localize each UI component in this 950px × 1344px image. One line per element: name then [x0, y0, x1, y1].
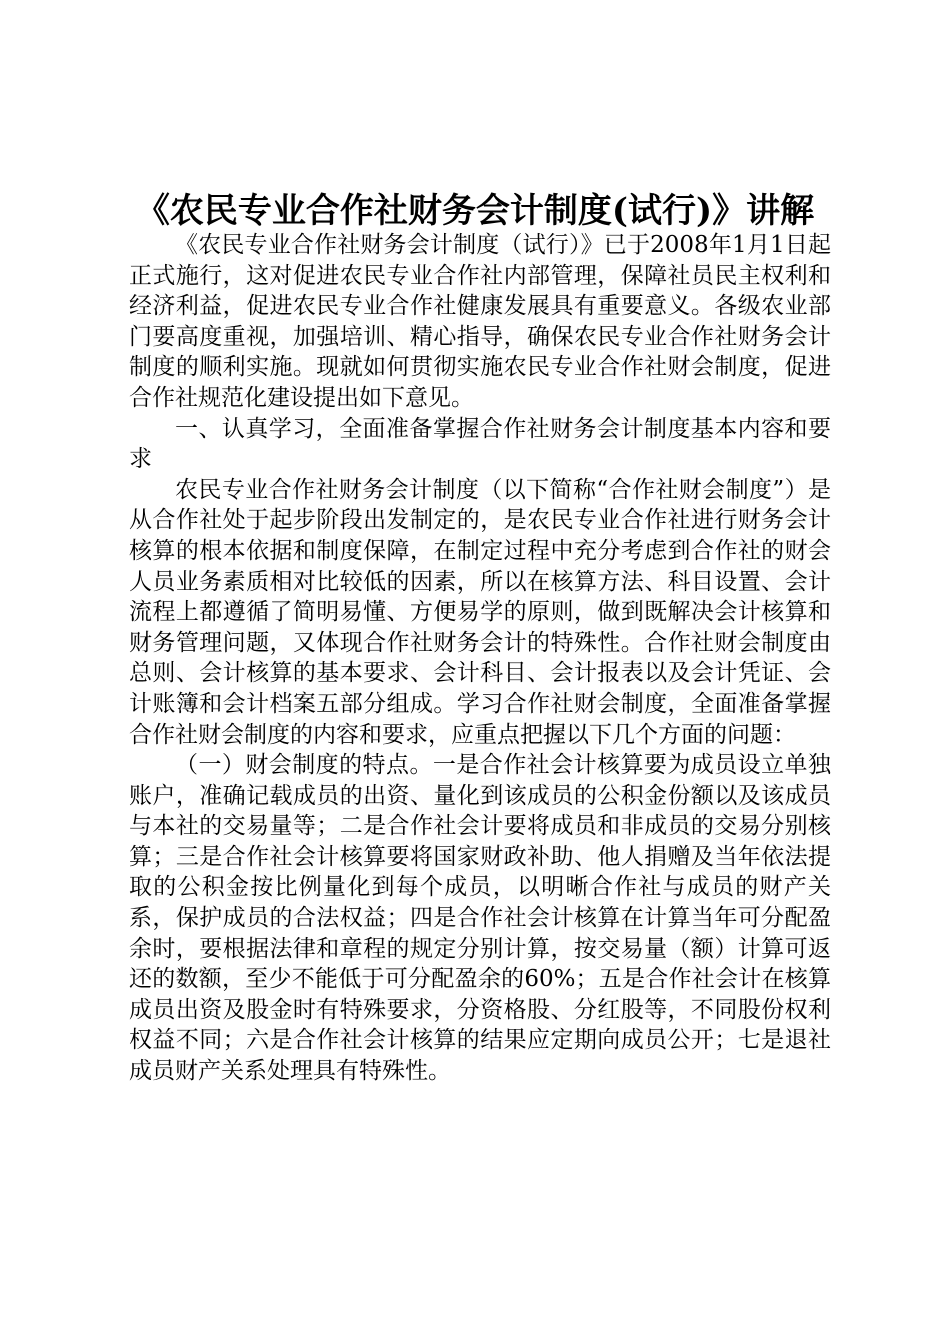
paragraph-overview: 农民专业合作社财务会计制度（以下简称“合作社财会制度”）是从合作社处于起步阶段出发制定的，是农民专业合作社进行财务会计核算的根本依据和制度保障，在制定过程中充分考虑到合作社的财会人员业务素质相对比较低的因素，所以在核算方法、科目设置、会计流程上都遵循了简明易懂、方便易学的原则，做到既解决会计核算和财务管理问题，又体现合作社财务会计的特殊性。合作社财会制度由总则、会计核算的基本要求、会计科目、会计报表以及会计凭证、会计账簿和会计档案五部分组成。学习合作社财会制度，全面准备掌握合作社财会制度的内容和要求，应重点把握以下几个方面的问题：	[129, 476, 831, 748]
document-title: 《农民专业合作社财务会计制度(试行)》讲解	[135, 191, 815, 231]
section-heading-1: 一、认真学习，全面准备掌握合作社财务会计制度基本内容和要求	[129, 415, 831, 473]
paragraph-features: （一）财会制度的特点。一是合作社会计核算要为成员设立单独账户，准确记载成员的出资、量化到该成员的公积金份额以及该成员与本社的交易量等；二是合作社会计要将成员和非成员的交易分别核算；三是合作社会计核算要将国家财政补助、他人捐赠及当年依法提取的公积金按比例量化到每个成员，以明晰合作社与成员的财产关系，保护成员的合法权益；四是合作社会计核算在计算当年可分配盈余时，要根据法律和章程的规定分别计算，按交易量（额）计算可返还的数额，至少不能低于可分配盈余的60%；五是合作社会计在核算成员出资及股金时有特殊要求，分资格股、分红股等，不同股份权利权益不同；六是合作社会计核算的结果应定期向成员公开；七是退社成员财产关系处理具有特殊性。	[129, 752, 831, 1085]
document-body	[129, 230, 831, 1087]
paragraph-intro: 《农民专业合作社财务会计制度（试行）》已于2008年1月1日起正式施行，这对促进农民专业合作社内部管理，保障社员民主权利和经济利益，促进农民专业合作社健康发展具有重要意义。各级农业部门要高度重视，加强培训、精心指导，确保农民专业合作社财务会计制度的顺利实施。现就如何贯彻实施农民专业合作社财会制度，促进合作社规范化建设提出如下意见。	[129, 232, 831, 411]
